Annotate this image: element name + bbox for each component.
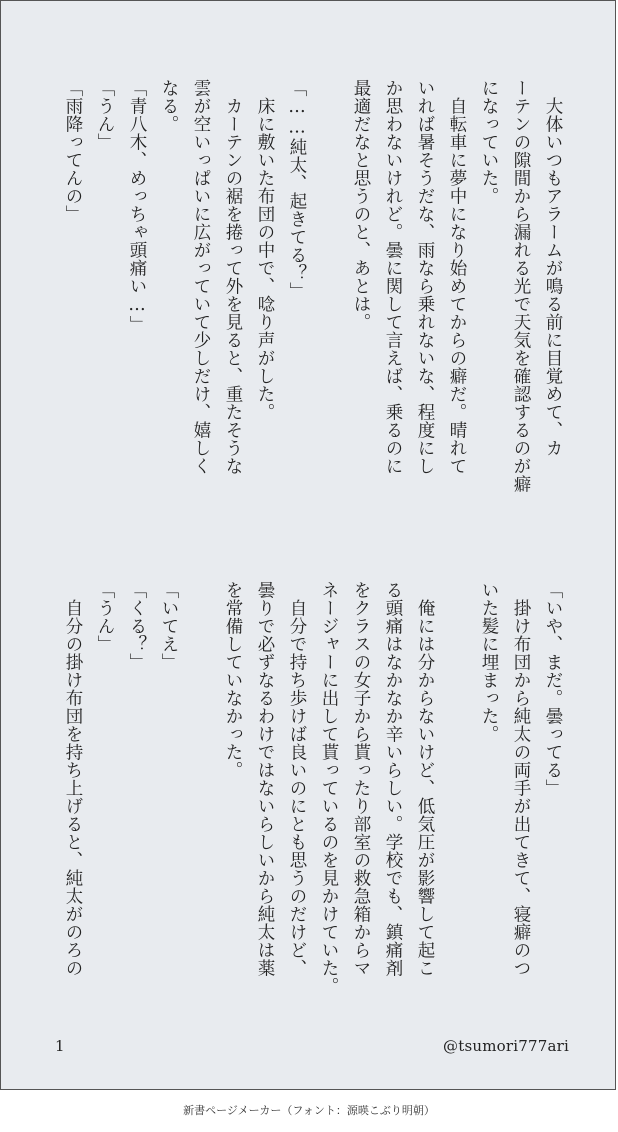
lower-text-block — [57, 581, 569, 1021]
text-line: か思わないけれど。曇に関して言えば、乗るのに — [383, 79, 403, 475]
text-line: 「いてえ」 — [159, 581, 179, 671]
author-handle: @tsumori777ari — [443, 1037, 569, 1055]
text-line: 「青八木、めっちゃ頭痛い…」 — [127, 79, 147, 334]
text-line: 床に敷いた布団の中で、唸り声がした。 — [255, 96, 275, 421]
text-line: になっていた。 — [479, 79, 499, 205]
text-line: 自分の掛け布団を持ち上げると、純太がのろの — [63, 598, 83, 977]
text-line: 最適だなと思うのと、あとは。 — [351, 79, 371, 331]
text-line: 大体いつもアラームが鳴る前に目覚めて、カ — [543, 96, 563, 457]
page-number: 1 — [55, 1037, 65, 1055]
text-line: 「いや、まだ。曇ってる」 — [543, 581, 563, 797]
text-line: 「うん」 — [95, 79, 115, 151]
text-line: 「……純太、起きてる？」 — [287, 79, 307, 300]
text-line: をクラスの女子から貰ったり部室の救急箱からマ — [351, 581, 371, 977]
text-line: いれば暑そうだな、雨なら乗れないな、程度にし — [415, 79, 435, 475]
text-line — [441, 581, 473, 1021]
text-line: 掛け布団から純太の両手が出てきて、寝癖のつ — [511, 598, 531, 977]
text-line: なる。 — [159, 79, 179, 133]
text-line — [313, 79, 345, 539]
text-line: ーテンの隙間から漏れる光で天気を確認するのが癖 — [511, 79, 531, 493]
text-line: を常備していなかった。 — [223, 581, 243, 779]
text-line: 自分で持ち歩けば良いのにとも思うのだけど、 — [287, 598, 307, 977]
text-line — [185, 581, 217, 1021]
text-line: 「くる？」 — [127, 581, 147, 671]
text-line: カーテンの裾を捲って外を見ると、重たそうな — [223, 96, 243, 475]
text-line: 「うん」 — [95, 581, 115, 653]
generator-credit: 新書ページメーカー（フォント：源暎こぶり明朝） — [183, 1104, 435, 1117]
text-line: 俺には分からないけど、低気圧が影響して起こ — [415, 598, 435, 977]
text-line: いた髪に埋まった。 — [479, 581, 499, 743]
upper-text-block — [57, 79, 569, 539]
text-line: 雲が空いっぱいに広がっていて少しだけ、嬉しく — [191, 79, 211, 475]
text-line: 曇りで必ずなるわけではないらしいから純太は薬 — [255, 581, 275, 977]
text-line: る頭痛はなかなか辛いらしい。学校でも、鎮痛剤 — [383, 581, 403, 977]
text-line: 「雨降ってんの」 — [63, 79, 83, 223]
text-line: 自転車に夢中になり始めてからの癖だ。晴れて — [447, 96, 467, 475]
text-line: ネージャーに出して貰っているのを見かけていた。 — [319, 581, 339, 995]
